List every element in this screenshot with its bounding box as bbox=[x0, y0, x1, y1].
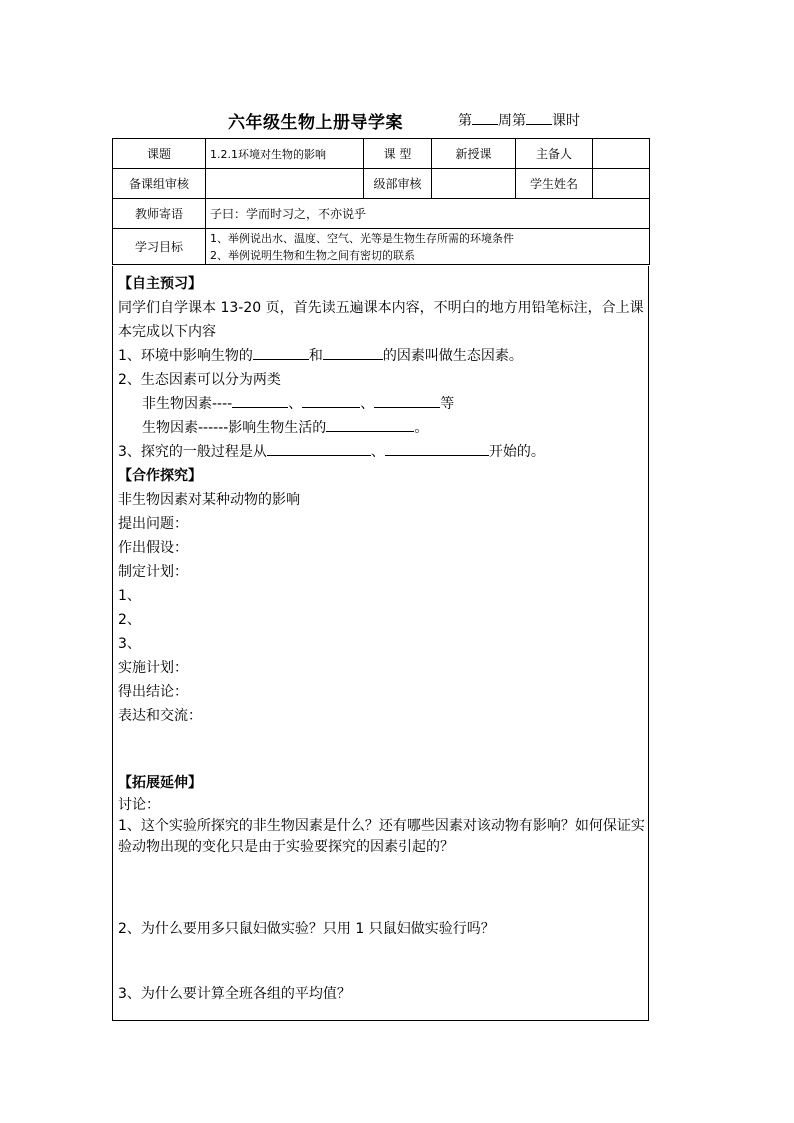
question-1-text-c: 的因素叫做生态因素。 bbox=[382, 348, 523, 364]
objectives-row bbox=[113, 229, 650, 265]
question-3-blank-1[interactable] bbox=[267, 441, 371, 456]
teacher-message-label: 教师寄语 bbox=[113, 199, 206, 229]
question-1-text-a: 1、环境中影响生物的 bbox=[118, 348, 253, 364]
week-lesson-label bbox=[458, 110, 580, 130]
self-study-heading: 【自主预习】 bbox=[118, 276, 202, 292]
question-1-blank-1[interactable] bbox=[253, 345, 309, 360]
student-name-label: 学生姓名 bbox=[516, 169, 593, 199]
document-title: 六年级生物上册导学案 bbox=[228, 113, 403, 133]
preparer-label: 主备人 bbox=[516, 139, 593, 169]
abiotic-end: 等 bbox=[440, 396, 455, 412]
abiotic-text: 非生物因素---- bbox=[142, 396, 233, 412]
week-suffix: 课时 bbox=[552, 113, 580, 129]
plan-step-3: 3、 bbox=[118, 636, 141, 652]
review-row bbox=[113, 169, 650, 199]
discussion-question-3: 3、为什么要计算全班各组的平均值？ bbox=[118, 986, 351, 1002]
question-1-blank-2[interactable] bbox=[323, 345, 383, 360]
plan-step-1: 1、 bbox=[118, 588, 141, 604]
self-study-intro-line1: 同学们自学课本 13-20 页，首先读五遍课本内容，不明白的地方用铅笔标注，合上课 bbox=[118, 300, 644, 316]
biotic-text: 生物因素------影响生物生活的 bbox=[142, 420, 327, 436]
group-review-label: 备课组审核 bbox=[113, 169, 206, 199]
question-3-text-a: 3、探究的一般过程是从 bbox=[118, 444, 267, 460]
teacher-message-value: 子曰：学而时习之，不亦说乎 bbox=[206, 199, 650, 229]
plan-step-2: 2、 bbox=[118, 612, 141, 628]
biotic-blank[interactable] bbox=[326, 417, 414, 432]
type-label: 课 型 bbox=[364, 139, 432, 169]
objective-item: 2、举例说明生物和生物之间有密切的联系 bbox=[210, 248, 415, 262]
group-review-value[interactable] bbox=[206, 169, 364, 199]
hypothesis-label: 作出假设： bbox=[118, 540, 188, 556]
type-value: 新授课 bbox=[432, 139, 516, 169]
objectives-label: 学习目标 bbox=[113, 229, 206, 265]
plan-label: 制定计划： bbox=[118, 564, 188, 580]
preparer-value[interactable] bbox=[593, 139, 650, 169]
discussion-question-2: 2、为什么要用多只鼠妇做实验？只用 1 只鼠妇做实验行吗？ bbox=[118, 921, 495, 937]
lesson-blank[interactable] bbox=[526, 112, 552, 125]
objectives-list bbox=[206, 229, 650, 265]
extension-heading: 【拓展延伸】 bbox=[118, 775, 202, 791]
abiotic-blank-2[interactable] bbox=[302, 393, 360, 408]
week-prefix: 第 bbox=[458, 113, 472, 129]
week-mid: 周第 bbox=[498, 113, 526, 129]
document-header bbox=[0, 108, 794, 132]
topic-value: 1.2.1环境对生物的影响 bbox=[206, 139, 364, 169]
abiotic-sep-2: 、 bbox=[360, 396, 375, 412]
objective-item: 1、举例说出水、温度、空气、光等是生物生存所需的环境条件 bbox=[210, 231, 514, 245]
cooperation-topic: 非生物因素对某种动物的影响 bbox=[118, 492, 300, 508]
info-table bbox=[112, 138, 650, 265]
question-1-text-b: 和 bbox=[308, 348, 323, 364]
abiotic-blank-1[interactable] bbox=[232, 393, 288, 408]
self-study-intro-line2: 本完成以下内容 bbox=[118, 324, 216, 340]
ask-question-label: 提出问题： bbox=[118, 516, 188, 532]
question-1 bbox=[118, 345, 523, 365]
abiotic-factors-line bbox=[142, 393, 454, 413]
conclusion-label: 得出结论： bbox=[118, 684, 188, 700]
question-3-sep: 、 bbox=[370, 444, 385, 460]
abiotic-sep-1: 、 bbox=[288, 396, 303, 412]
abiotic-blank-3[interactable] bbox=[374, 393, 440, 408]
student-name-value[interactable] bbox=[593, 169, 650, 199]
teacher-message-row bbox=[113, 199, 650, 229]
discussion-question-1-line1: 1、这个实验所探究的非生物因素是什么？还有哪些因素对该动物有影响？如何保证实 bbox=[118, 818, 645, 834]
question-3-end: 开始的。 bbox=[488, 444, 545, 460]
discussion-label: 讨论： bbox=[118, 797, 160, 813]
week-blank[interactable] bbox=[472, 112, 498, 125]
cooperation-heading: 【合作探究】 bbox=[118, 468, 202, 484]
grade-review-label: 级部审核 bbox=[364, 169, 432, 199]
topic-label: 课题 bbox=[113, 139, 206, 169]
topic-row bbox=[113, 139, 650, 169]
implement-label: 实施计划： bbox=[118, 660, 188, 676]
question-3-blank-2[interactable] bbox=[385, 441, 489, 456]
biotic-end: 。 bbox=[414, 420, 429, 436]
question-2: 2、生态因素可以分为两类 bbox=[118, 372, 281, 388]
express-label: 表达和交流： bbox=[118, 708, 202, 724]
question-3 bbox=[118, 441, 545, 461]
discussion-question-1-line2: 验动物出现的变化只是由于实验要探究的因素引起的？ bbox=[118, 839, 454, 855]
biotic-factors-line bbox=[142, 417, 428, 437]
grade-review-value[interactable] bbox=[432, 169, 516, 199]
